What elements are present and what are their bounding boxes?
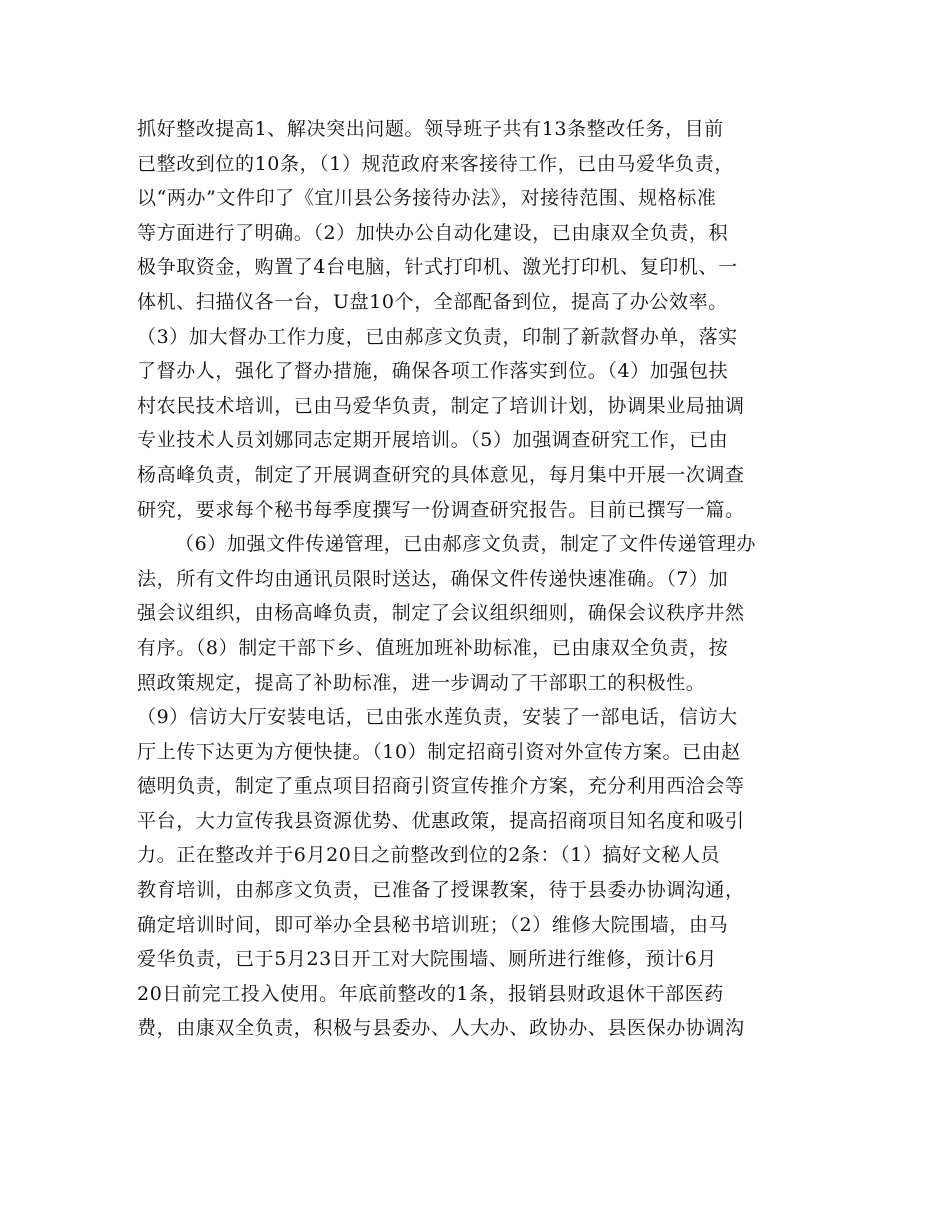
text-line: （3）加大督办工作力度，已由郝彦文负责，印制了新款督办单，落实 — [137, 325, 738, 348]
text-line: 极争取资金，购置了4台电脑，针式打印机、激光打印机、复印机、一 — [137, 256, 738, 279]
text-line: 抓好整改提高1、解决突出问题。领导班子共有13条整改任务，目前 — [137, 118, 724, 140]
text-line: 研究，要求每个秘书每季度撰写一份调查研究报告。目前已撰写一篇。 — [137, 498, 745, 521]
text-line: 体机、扫描仪各一台，U盘10个，全部配备到位，提高了办公效率。 — [137, 290, 728, 313]
text-line: 确定培训时间，即可举办全县秘书培训班；（2）维修大院围墙，由马 — [137, 913, 729, 936]
text-line: 等方面进行了明确。（2）加快办公自动化建设，已由康双全负责，积 — [137, 221, 729, 244]
text-line: 平台，大力宣传我县资源优势、优惠政策，提高招商项目知名度和吸引 — [137, 809, 745, 832]
text-line: 了督办人，强化了督办措施，确保各项工作落实到位。（4）加强包扶 — [137, 360, 729, 383]
text-line: 杨高峰负责，制定了开展调查研究的具体意见，每月集中开展一次调查 — [137, 463, 745, 486]
text-line: 力。正在整改并于6月20日之前整改到位的2条：（1）搞好文秘人员 — [137, 844, 721, 867]
paragraph-start-line: （6）加强文件传递管理，已由郝彦文负责，制定了文件传递管理办 — [175, 533, 757, 556]
text-line: 已整改到位的10条，（1）规范政府来客接待工作，已由马爱华负责， — [137, 152, 734, 175]
text-line: 20日前完工投入使用。年底前整改的1条，报销县财政退休干部医药 — [137, 982, 724, 1005]
text-line: （9）信访大厅安装电话，已由张水莲负责，安装了一部电话，信访大 — [137, 706, 738, 729]
text-line: 有序。（8）制定干部下乡、值班加班补助标准，已由康双全负责，按 — [137, 636, 729, 659]
body-text — [137, 112, 817, 1046]
text-line: 费，由康双全负责，积极与县委办、人大办、政协办、县医保办协调沟 — [137, 1017, 745, 1040]
text-line: 厅上传下达更为方便快捷。（10）制定招商引资对外宣传方案。已由赵 — [137, 740, 741, 763]
text-line: 以“两办”文件印了《宜川县公务接待办法》，对接待范围、规格标准 — [137, 187, 717, 210]
text-line: 爱华负责，已于5月23日开工对大院围墙、厕所进行维修，预计6月 — [137, 948, 717, 971]
text-line: 教育培训，由郝彦文负责，已准备了授课教案，待于县委办协调沟通， — [137, 879, 745, 902]
text-line: 村农民技术培训，已由马爱华负责，制定了培训计划，协调果业局抽调 — [137, 394, 745, 417]
text-line: 法，所有文件均由通讯员限时送达，确保文件传递快速准确。（7）加 — [137, 567, 729, 590]
text-line: 强会议组织，由杨高峰负责，制定了会议组织细则，确保会议秩序井然 — [137, 602, 745, 625]
text-line: 专业技术人员刘娜同志定期开展培训。（5）加强调查研究工作，已由 — [137, 429, 729, 452]
text-line: 照政策规定，提高了补助标准，进一步调动了干部职工的积极性。 — [137, 671, 706, 694]
text-line: 德明负责，制定了重点项目招商引资宣传推介方案，充分利用西洽会等 — [137, 775, 745, 798]
